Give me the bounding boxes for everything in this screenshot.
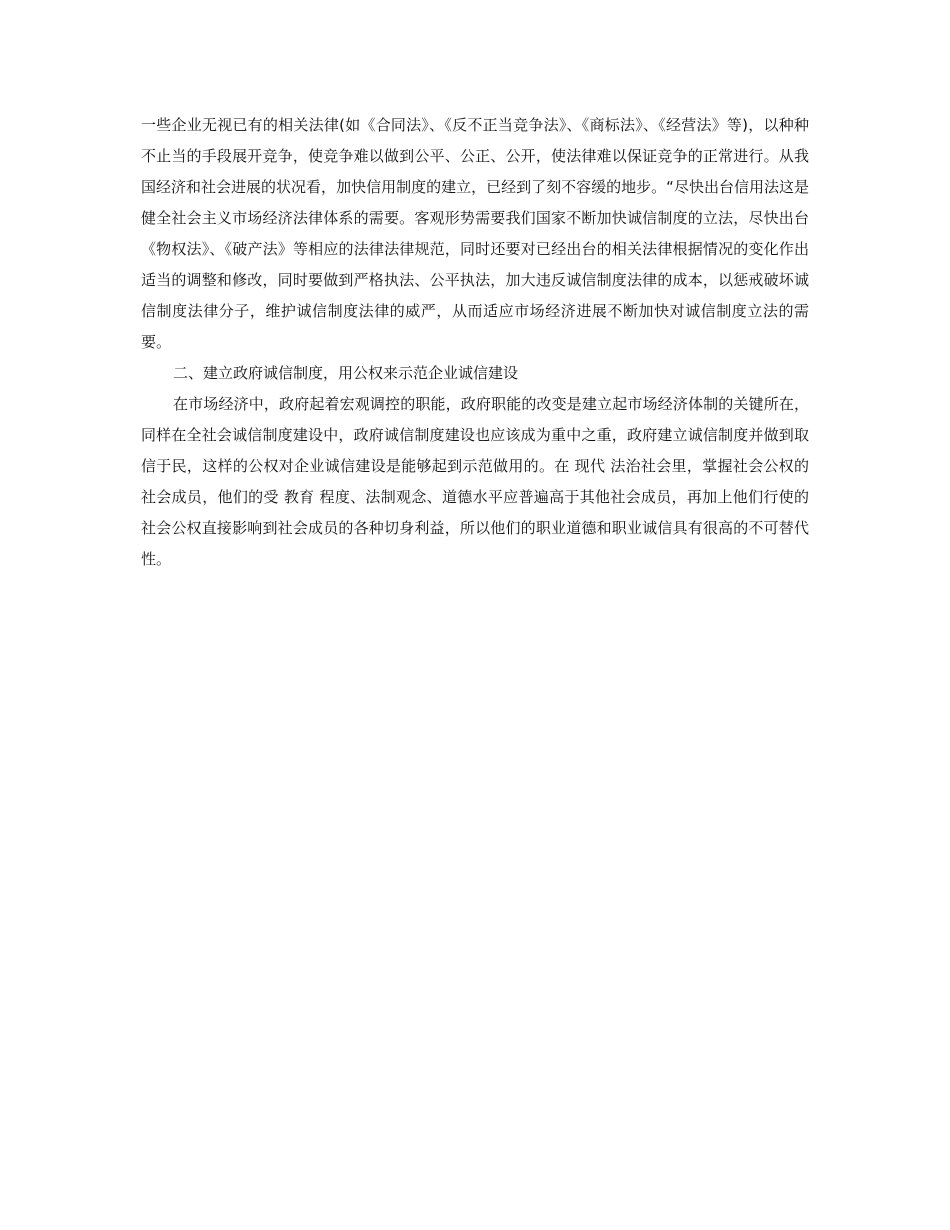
body-paragraph: 一些企业无视已有的相关法律(如《合同法》、《反不正当竞争法》、《商标法》、《经营法》等)，以种种不止当的手段展开竞争，使竞争难以做到公平、公正、公开，使法律难以保证竞争的正常进行。从我国经济和社会进展的状况看，加快信用制度的建立，已经到了刻不容缓的地步。“尽快出台信用法这是健全社会主义市场经济法律体系的需要。客观形势需要我们国家不断加快诚信制度的立法，尽快出台《物权法》、《破产法》等相应的法律法律规范，同时还要对已经出台的相关法律根据情况的变化作出适当的调整和修改，同时要做到严格执法、公平执法，加大违反诚信制度法律的成本，以惩戒破坏诚信制度法律分子，维护诚信制度法律的威严，从而适应市场经济进展不断加快对诚信制度立法的需要。 xyxy=(141,116,809,351)
body-paragraph: 在市场经济中，政府起着宏观调控的职能，政府职能的改变是建立起市场经济体制的关键所在，同样在全社会诚信制度建设中，政府诚信制度建设也应该成为重中之重，政府建立诚信制度并做到取信于民，这样的公权对企业诚信建设是能够起到示范做用的。在 现代 法治社会里，掌握社会公权的社会成员，他们的受 教育 程度、法制观念、道德水平应普遍高于其他社会成员，再加上他们行使的社会公权直接影响到社会成员的各种切身利益，所以他们的职业道德和职业诚信具有很高的不可替代性。 xyxy=(141,395,809,568)
section-heading: 二、建立政府诚信制度，用公权来示范企业诚信建设 xyxy=(173,364,519,382)
document-page xyxy=(141,110,809,575)
